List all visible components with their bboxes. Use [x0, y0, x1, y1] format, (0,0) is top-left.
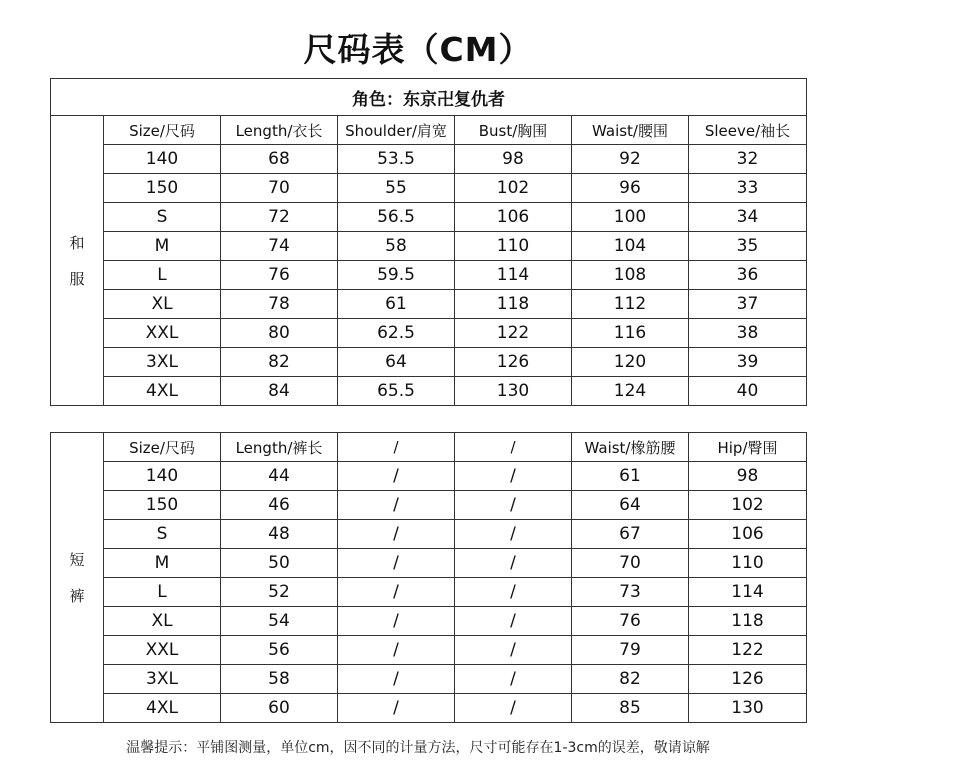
table-row	[51, 607, 807, 636]
measurement-cell: 76	[221, 261, 338, 290]
measurement-cell: 64	[572, 491, 689, 520]
measurement-cell: 37	[689, 290, 807, 319]
table-row	[51, 665, 807, 694]
measurement-cell: 39	[689, 348, 807, 377]
column-header: /	[338, 433, 455, 462]
category-char: 服	[69, 269, 85, 288]
measurement-cell: 56.5	[338, 203, 455, 232]
measurement-cell: /	[455, 549, 572, 578]
measurement-cell: 108	[572, 261, 689, 290]
measurement-cell: 126	[689, 665, 807, 694]
measurement-cell: 70	[221, 174, 338, 203]
measurement-cell: 60	[221, 694, 338, 723]
measurement-cell: /	[338, 520, 455, 549]
measurement-cell: /	[338, 549, 455, 578]
column-header: Waist/橡筋腰	[572, 433, 689, 462]
measurement-cell: 122	[689, 636, 807, 665]
measurement-cell: 53.5	[338, 145, 455, 174]
measurement-cell: /	[338, 607, 455, 636]
table-row	[51, 694, 807, 723]
measurement-cell: 36	[689, 261, 807, 290]
table-row	[51, 578, 807, 607]
category-char: 短	[69, 550, 85, 569]
table-row	[51, 203, 807, 232]
measurement-cell: /	[455, 636, 572, 665]
measurement-cell: 33	[689, 174, 807, 203]
measurement-cell: 44	[221, 462, 338, 491]
measurement-cell: 56	[221, 636, 338, 665]
measurement-cell: 52	[221, 578, 338, 607]
measurement-cell: 110	[455, 232, 572, 261]
category-shorts	[51, 433, 104, 723]
measurement-cell: 58	[338, 232, 455, 261]
measurement-cell: 112	[572, 290, 689, 319]
measurement-cell: 98	[455, 145, 572, 174]
role-row	[51, 79, 807, 116]
measurement-cell: /	[338, 665, 455, 694]
measurement-cell: 35	[689, 232, 807, 261]
column-header: Size/尺码	[104, 433, 221, 462]
measurement-cell: /	[338, 462, 455, 491]
measurement-cell: 40	[689, 377, 807, 406]
measurement-cell: 46	[221, 491, 338, 520]
column-header: Bust/胸围	[455, 116, 572, 145]
table-row	[51, 462, 807, 491]
measurement-cell: 118	[689, 607, 807, 636]
size-cell: XL	[104, 290, 221, 319]
measurement-cell: 126	[455, 348, 572, 377]
measurement-cell: 114	[689, 578, 807, 607]
measurement-cell: 32	[689, 145, 807, 174]
measurement-cell: 82	[572, 665, 689, 694]
measurement-cell: /	[455, 665, 572, 694]
kimono-size-table	[50, 78, 807, 406]
measurement-cell: /	[455, 607, 572, 636]
category-char: 裤	[69, 586, 85, 605]
measurement-cell: 110	[689, 549, 807, 578]
category-kimono	[51, 116, 104, 406]
measurement-cell: 100	[572, 203, 689, 232]
measurement-cell: 98	[689, 462, 807, 491]
table-row	[51, 319, 807, 348]
shorts-size-table	[50, 432, 807, 723]
column-header: Length/裤长	[221, 433, 338, 462]
measurement-cell: 106	[689, 520, 807, 549]
size-cell: 150	[104, 174, 221, 203]
measurement-cell: 80	[221, 319, 338, 348]
measurement-cell: 58	[221, 665, 338, 694]
measurement-cell: 50	[221, 549, 338, 578]
role-label: 角色：东京卍复仇者	[51, 79, 807, 116]
header-row	[51, 116, 807, 145]
size-cell: 4XL	[104, 377, 221, 406]
size-cell: S	[104, 203, 221, 232]
size-cell: M	[104, 232, 221, 261]
column-header: Shoulder/肩宽	[338, 116, 455, 145]
measurement-cell: 118	[455, 290, 572, 319]
measurement-cell: 130	[689, 694, 807, 723]
measurement-cell: 130	[455, 377, 572, 406]
measurement-cell: 64	[338, 348, 455, 377]
size-cell: 140	[104, 462, 221, 491]
measurement-cell: 124	[572, 377, 689, 406]
measurement-cell: /	[338, 636, 455, 665]
measurement-cell: 38	[689, 319, 807, 348]
measurement-cell: 74	[221, 232, 338, 261]
column-header: Waist/腰围	[572, 116, 689, 145]
measurement-cell: 68	[221, 145, 338, 174]
header-row	[51, 433, 807, 462]
measurement-cell: /	[455, 462, 572, 491]
measurement-cell: 61	[572, 462, 689, 491]
measurement-cell: 72	[221, 203, 338, 232]
measurement-cell: 102	[689, 491, 807, 520]
measurement-cell: 61	[338, 290, 455, 319]
measurement-cell: 120	[572, 348, 689, 377]
table-row	[51, 174, 807, 203]
measurement-cell: /	[338, 694, 455, 723]
measurement-cell: 84	[221, 377, 338, 406]
category-char: 和	[69, 233, 85, 252]
measurement-cell: 48	[221, 520, 338, 549]
size-cell: XXL	[104, 319, 221, 348]
size-cell: L	[104, 578, 221, 607]
measurement-cell: /	[338, 491, 455, 520]
column-header: Sleeve/袖长	[689, 116, 807, 145]
column-header: Size/尺码	[104, 116, 221, 145]
measurement-cell: /	[455, 520, 572, 549]
measurement-cell: 106	[455, 203, 572, 232]
size-cell: L	[104, 261, 221, 290]
measurement-cell: 114	[455, 261, 572, 290]
measurement-cell: 70	[572, 549, 689, 578]
measurement-cell: 104	[572, 232, 689, 261]
table-row	[51, 520, 807, 549]
table-row	[51, 377, 807, 406]
table-row	[51, 636, 807, 665]
size-cell: XXL	[104, 636, 221, 665]
measurement-cell: 85	[572, 694, 689, 723]
measurement-cell: 96	[572, 174, 689, 203]
column-header: /	[455, 433, 572, 462]
measurement-cell: 76	[572, 607, 689, 636]
measurement-cell: 79	[572, 636, 689, 665]
size-cell: 150	[104, 491, 221, 520]
measurement-cell: 55	[338, 174, 455, 203]
size-cell: 3XL	[104, 348, 221, 377]
measurement-cell: /	[455, 578, 572, 607]
measurement-cell: 73	[572, 578, 689, 607]
size-cell: 3XL	[104, 665, 221, 694]
measurement-cell: 62.5	[338, 319, 455, 348]
table-row	[51, 348, 807, 377]
measurement-cell: 116	[572, 319, 689, 348]
measurement-cell: 34	[689, 203, 807, 232]
table-row	[51, 261, 807, 290]
page-title: 尺码表（CM）	[303, 30, 533, 69]
size-cell: 4XL	[104, 694, 221, 723]
size-cell: 140	[104, 145, 221, 174]
measurement-cell: 59.5	[338, 261, 455, 290]
size-cell: XL	[104, 607, 221, 636]
measurement-cell: 78	[221, 290, 338, 319]
measurement-cell: 122	[455, 319, 572, 348]
measurement-cell: /	[455, 694, 572, 723]
measurement-footnote: 温馨提示：平铺图测量，单位cm，因不同的计量方法，尺寸可能存在1-3cm的误差，敬请谅解	[126, 740, 710, 756]
size-cell: S	[104, 520, 221, 549]
measurement-cell: /	[455, 491, 572, 520]
measurement-cell: 67	[572, 520, 689, 549]
measurement-cell: 92	[572, 145, 689, 174]
table-row	[51, 232, 807, 261]
measurement-cell: 102	[455, 174, 572, 203]
column-header: Length/衣长	[221, 116, 338, 145]
column-header: Hip/臀围	[689, 433, 807, 462]
table-row	[51, 491, 807, 520]
table-row	[51, 145, 807, 174]
table-row	[51, 549, 807, 578]
table-row	[51, 290, 807, 319]
measurement-cell: 54	[221, 607, 338, 636]
measurement-cell: 82	[221, 348, 338, 377]
measurement-cell: /	[338, 578, 455, 607]
size-cell: M	[104, 549, 221, 578]
measurement-cell: 65.5	[338, 377, 455, 406]
